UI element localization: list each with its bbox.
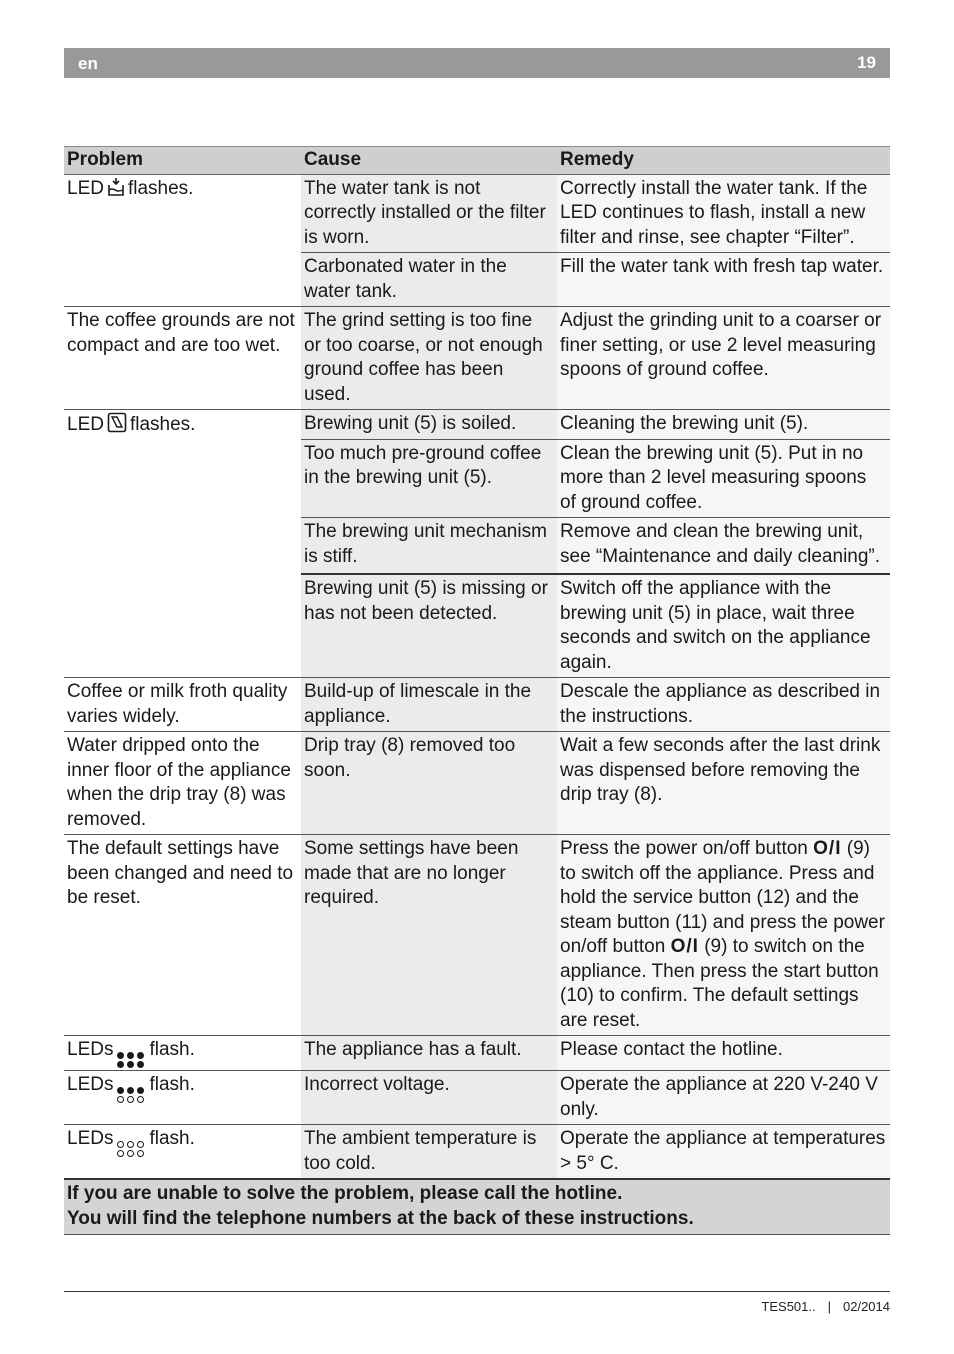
problem-cell: Coffee or milk froth quality varies widely. [64, 678, 301, 732]
problem-cell: LEDs flash. [64, 1036, 301, 1071]
table-row [64, 678, 890, 732]
problem-cell: Water dripped onto the inner floor of the appliance when the drip tray (8) was removed. [64, 732, 301, 835]
language-label: en [78, 54, 98, 73]
cause-cell: Too much pre-ground coffee in the brewing unit (5). [301, 439, 557, 518]
leds-top-on-icon [117, 1087, 145, 1103]
hotline-note: If you are unable to solve the problem, please call the hotline. You will find the telephone numbers at the back of these instructions. [64, 1179, 890, 1235]
table-row [64, 174, 890, 253]
table-footer-row [64, 1179, 890, 1235]
remedy-cell: Please contact the hotline. [557, 1036, 890, 1071]
remedy-cell: Wait a few seconds after the last drink was dispensed before removing the drip tray (8). [557, 732, 890, 835]
cause-cell: Build-up of limescale in the appliance. [301, 678, 557, 732]
cause-cell: Carbonated water in the water tank. [301, 253, 557, 307]
cause-cell: The appliance has a fault. [301, 1036, 557, 1071]
cause-cell: Some settings have been made that are no longer required. [301, 835, 557, 1036]
cause-cell: The grind setting is too fine or too coarse, or not enough ground coffee has been used. [301, 307, 557, 410]
header-problem: Problem [64, 147, 301, 175]
problem-cell: LED flashes. [64, 174, 301, 307]
remedy-cell: Operate the appliance at temperatures > 5° C. [557, 1125, 890, 1180]
remedy-cell: Adjust the grinding unit to a coarser or finer setting, or use 2 level measuring spoons of ground coffee. [557, 307, 890, 410]
remedy-cell: Descale the appliance as described in the instructions. [557, 678, 890, 732]
leds-all-on-icon [117, 1052, 145, 1068]
table-row [64, 1125, 890, 1180]
page-header [64, 48, 890, 78]
leds-all-off-icon [117, 1141, 145, 1157]
page-footer [761, 1299, 890, 1314]
remedy-cell: Fill the water tank with fresh tap water. [557, 253, 890, 307]
remedy-cell: Operate the appliance at 220 V-240 V only. [557, 1071, 890, 1125]
remedy-cell: Cleaning the brewing unit (5). [557, 410, 890, 440]
table-row [64, 1071, 890, 1125]
cause-cell: Drip tray (8) removed too soon. [301, 732, 557, 835]
troubleshooting-table [64, 146, 890, 1235]
problem-cell: The coffee grounds are not compact and are too wet. [64, 307, 301, 410]
cause-cell: Brewing unit (5) is missing or has not been detected. [301, 574, 557, 678]
cause-cell: The water tank is not correctly installed or the filter is worn. [301, 174, 557, 253]
water-tank-icon [107, 177, 125, 205]
power-button-symbol: O/I [813, 838, 842, 859]
footer-separator: | [827, 1299, 831, 1314]
table-row [64, 307, 890, 410]
power-button-symbol: O/I [670, 936, 699, 957]
cause-cell: The brewing unit mechanism is stiff. [301, 518, 557, 575]
header-cause: Cause [301, 147, 557, 175]
remedy-cell: Switch off the appliance with the brewing unit (5) in place, wait three seconds and switch on the appliance again. [557, 574, 890, 678]
remedy-cell: Correctly install the water tank. If the LED continues to flash, install a new filter and rinse, see chapter “Filter”. [557, 174, 890, 253]
cause-cell: The ambient temperature is too cold. [301, 1125, 557, 1180]
remedy-cell: Press the power on/off button O/I (9) to switch off the appliance. Press and hold the service button (12) and the steam button (11) and press the power on/off button O/I (9) to switch on the appliance. Then press the start button (10) to confirm. The default settings are reset. [557, 835, 890, 1036]
table-row [64, 1036, 890, 1071]
remedy-cell: Remove and clean the brewing unit, see “Maintenance and daily cleaning”. [557, 518, 890, 575]
remedy-cell: Clean the brewing unit (5). Put in no more than 2 level measuring spoons of ground coffee. [557, 439, 890, 518]
table-row [64, 732, 890, 835]
table-header-row [64, 147, 890, 175]
footer-divider [64, 1291, 890, 1292]
publication-date: 02/2014 [843, 1299, 890, 1314]
problem-cell: The default settings have been changed and need to be reset. [64, 835, 301, 1036]
model-number: TES501.. [761, 1299, 816, 1314]
page-number: 19 [857, 53, 876, 72]
header-remedy: Remedy [557, 147, 890, 175]
cause-cell: Brewing unit (5) is soiled. [301, 410, 557, 440]
cause-cell: Incorrect voltage. [301, 1071, 557, 1125]
table-row [64, 835, 890, 1036]
problem-cell: LED flashes. [64, 410, 301, 678]
problem-cell: LEDs flash. [64, 1125, 301, 1180]
problem-cell: LEDs flash. [64, 1071, 301, 1125]
brewing-unit-icon [107, 412, 127, 441]
table-row [64, 410, 890, 440]
